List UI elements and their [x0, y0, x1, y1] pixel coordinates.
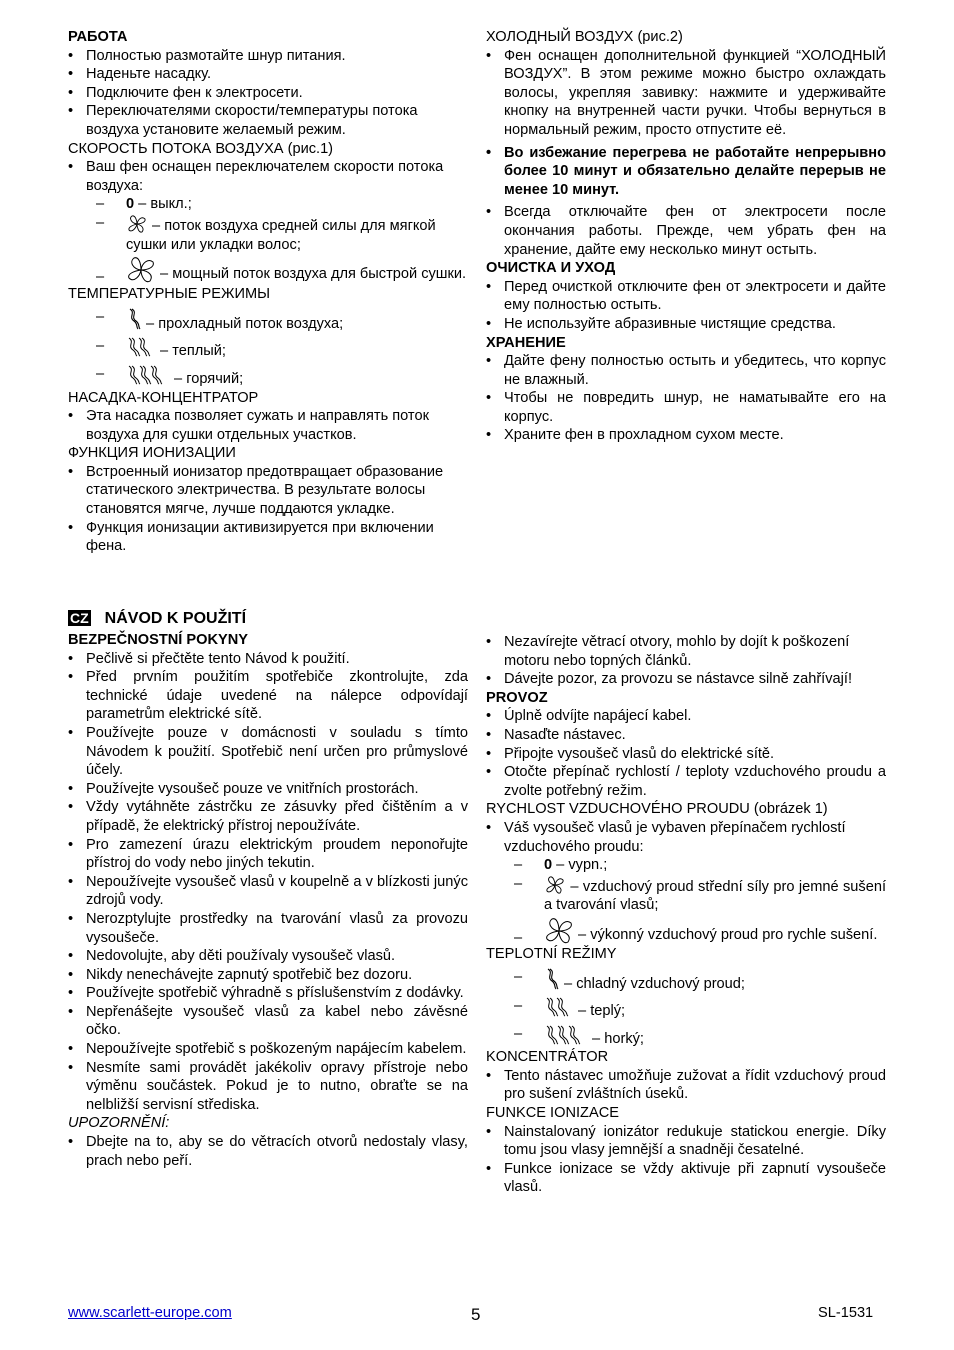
- list-item: • Dávejte pozor, za provozu se nástavce silně zahřívají!: [486, 670, 886, 689]
- list-item: • Nezavírejte větrací otvory, mohlo by dojít k poškození motoru nebo topných článků.: [486, 633, 886, 670]
- fan-low-icon: [126, 214, 148, 234]
- list-item: • Nerozptylujte prostředky na tvarování vlasů za provozu vysoušeče.: [68, 910, 468, 947]
- list-item: • Функция ионизации активизируется при включении фена.: [68, 519, 468, 556]
- cz-temp-warm: – – teplý;: [514, 998, 626, 1020]
- wave-1-icon: [544, 968, 560, 990]
- cz-conc-heading: KONCENTRÁTOR: [486, 1049, 609, 1066]
- ru-speed-off: – 0 – выкл.;: [96, 196, 192, 213]
- page-number: 5: [471, 1305, 481, 1324]
- list-item: • Фен оснащен дополнительной функцией “ХОЛОДНЫЙ ВОЗДУХ”. В этом режиме можно быстро охлаждать волосы, укрепляя завивку: нажмите и удерживайте кнопку на внутренней части ручки. Чтобы вернуться в нормальный режим, просто отпустите её.: [486, 47, 886, 140]
- list-item: • Úplně odvíjte napájecí kabel.: [486, 707, 886, 726]
- ru-clean-list: [486, 278, 886, 334]
- list-item: • Не используйте абразивные чистящие средства.: [486, 315, 886, 334]
- list-item: • Наденьте насадку.: [68, 65, 468, 84]
- cz-safety-heading: BEZPEČNOSTNÍ POKYNY: [68, 632, 249, 648]
- fan-high-icon: [544, 917, 574, 945]
- list-item: • Vždy vytáhněte zástrčku ze zásuvky před čištěním a v případě, že elektrický přístroj nepoužíváte.: [68, 798, 468, 835]
- ru-ion-list: [68, 463, 468, 556]
- ru-speed-mid: – – поток воздуха средней силы для мягкой сушки или укладки волос;: [96, 214, 436, 253]
- ru-temp-heading: ТЕМПЕРАТУРНЫЕ РЕЖИМЫ: [68, 286, 271, 303]
- cz-op-list: [486, 707, 886, 800]
- cz-op-heading: PROVOZ: [486, 689, 548, 706]
- cz-speed-heading: RYCHLOST VZDUCHOVÉHO PROUDU (obrázek 1): [486, 801, 828, 818]
- ru-work-heading: РАБОТА: [68, 29, 128, 45]
- ru-speed-list: [68, 158, 468, 195]
- cz-vent-list: [486, 633, 886, 689]
- ru-cold-list: [486, 47, 886, 260]
- list-item: • Всегда отключайте фен от электросети после окончания работы. Прежде, чем убрать фен на хранение, дайте ему несколько минут остыть.: [486, 203, 886, 259]
- cz-notice-list: [68, 1133, 468, 1170]
- list-item: • Pečlivě si přečtěte tento Návod k použití.: [68, 650, 468, 669]
- ru-nozzle-heading: НАСАДКА-КОНЦЕНТРАТОР: [68, 389, 259, 406]
- list-item: • Používejte vysoušeč pouze ve vnitřních prostorách.: [68, 780, 468, 799]
- cz-right-column: [486, 633, 886, 1197]
- list-item: • Подключите фен к электросети.: [68, 84, 468, 103]
- list-item: • Эта насадка позволяет сужать и направлять поток воздуха для сушки отдельных участков.: [68, 407, 468, 444]
- wave-3-icon: [126, 365, 170, 385]
- list-item: • Дайте фену полностью остыть и убедитесь, что корпус не влажный.: [486, 352, 886, 389]
- ru-cold-heading: ХОЛОДНЫЙ ВОЗДУХ (рис.2): [486, 29, 683, 45]
- list-item: • Používejte pouze v domácnosti v souladu s tímto Návodem k použití. Spotřebič není určen pro průmyslové účely.: [68, 724, 468, 780]
- fan-low-icon: [544, 875, 566, 895]
- ru-speed-high: – – мощный поток воздуха для быстрой сушки.: [68, 256, 468, 284]
- cz-title-text: NÁVOD K POUŽITÍ: [104, 610, 247, 627]
- cz-ion-list: [486, 1123, 886, 1197]
- ru-temp-cool: – – прохладный поток воздуха;: [96, 308, 344, 332]
- cz-conc-list: [486, 1067, 886, 1104]
- cz-safety-list: [68, 650, 468, 1115]
- cz-speed-mid: – – vzduchový proud střední síly pro jemné sušení a tvarování vlasů;: [514, 875, 886, 914]
- list-item: • Nepoužívejte vysoušeč vlasů v koupelně a v blízkosti junýc zdrojů vody.: [68, 873, 468, 910]
- cz-speed-off: – 0 – vypn.;: [514, 857, 608, 874]
- model-number: SL-1531: [818, 1305, 874, 1321]
- wave-2-icon: [126, 337, 156, 357]
- cz-speed-list: [486, 819, 886, 856]
- ru-storage-heading: ХРАНЕНИЕ: [486, 334, 566, 351]
- ru-storage-list: [486, 352, 886, 445]
- list-item: • Používejte spotřebič výhradně s příslušenstvím z dodávky.: [68, 984, 468, 1003]
- list-item: • Nepřenášejte vysoušeč vlasů za kabel nebo závěsné očko.: [68, 1003, 468, 1040]
- cz-notice-heading: UPOZORNĚNÍ:: [68, 1115, 170, 1132]
- list-item: • Tento nástavec umožňuje zužovat a řídit vzduchový proud pro sušení zvláštních úseků.: [486, 1067, 886, 1104]
- ru-left-column: [68, 28, 468, 556]
- list-item: • Otočte přepínač rychlostí / teploty vzduchového proudu a zvolte potřebný režim.: [486, 763, 886, 800]
- ru-ion-heading: ФУНКЦИЯ ИОНИЗАЦИИ: [68, 445, 236, 462]
- list-item: • Nepoužívejte spotřebič s poškozeným napájecím kabelem.: [68, 1040, 468, 1059]
- list-item: • Ваш фен оснащен переключателем скорости потока воздуха:: [68, 158, 468, 195]
- ru-right-column: [486, 28, 886, 445]
- cz-ion-heading: FUNKCE IONIZACE: [486, 1105, 619, 1122]
- ru-nozzle-list: [68, 407, 468, 444]
- ru-temp-hot: – – горячий;: [96, 365, 244, 387]
- wave-3-icon: [544, 1025, 588, 1045]
- cz-temp-hot: – – horký;: [514, 1025, 644, 1047]
- list-item: • Переключателями скорости/температуры потока воздуха установите желаемый режим.: [68, 102, 468, 139]
- list-item: • Встроенный ионизатор предотвращает образование статического электричества. В результате волосы становятся мягче, лучше поддаются укладке.: [68, 463, 468, 519]
- list-item: • Dbejte na to, aby se do větracích otvorů nedostaly vlasy, prach nebo peří.: [68, 1133, 468, 1170]
- list-item: • Чтобы не повредить шнур, не наматывайте его на корпус.: [486, 389, 886, 426]
- list-item: • Nikdy nenechávejte zapnutý spotřebič bez dozoru.: [68, 966, 468, 985]
- cz-temp-cool: – – chladný vzduchový proud;: [514, 968, 745, 992]
- list-item: • Во избежание перегрева не работайте непрерывно более 10 минут и обязательно делайте перерыв не менее 10 минут.: [486, 144, 886, 200]
- list-item: • Funkce ionizace se vždy aktivuje při zapnutí vysoušeče vlasů.: [486, 1160, 886, 1197]
- list-item: • Připojte vysoušeč vlasů do elektrické sítě.: [486, 745, 886, 764]
- list-item: • Nasaďte nástavec.: [486, 726, 886, 745]
- cz-left-column: [68, 631, 468, 1170]
- list-item: • Храните фен в прохладном сухом месте.: [486, 426, 886, 445]
- footer-website-link[interactable]: www.scarlett-europe.com: [68, 1305, 232, 1321]
- cz-temp-heading: TEPLOTNÍ REŽIMY: [486, 945, 617, 962]
- list-item: • Pro zamezení úrazu elektrickým proudem neponořujte přístroj do vody nebo jiných tekutin.: [68, 836, 468, 873]
- cz-language-badge: CZ: [70, 610, 89, 626]
- list-item: • Před prvním použitím spotřebiče zkontrolujte, zda technické údaje uvedené na nálepce odpovídají parametrům elektrické sítě.: [68, 668, 468, 724]
- wave-2-icon: [544, 997, 574, 1017]
- list-item: • Полностью размотайте шнур питания.: [68, 47, 468, 66]
- ru-work-list: [68, 47, 468, 140]
- wave-1-icon: [126, 308, 142, 330]
- cz-section-title: [68, 610, 246, 629]
- list-item: • Nedovolujte, aby děti používaly vysoušeč vlasů.: [68, 947, 468, 966]
- list-item: • Váš vysoušeč vlasů je vybaven přepínačem rychlostí vzduchového proudu:: [486, 819, 886, 856]
- fan-high-icon: [126, 256, 156, 284]
- list-item: • Nesmíte sami provádět jakékoliv opravy přístroje nebo výměnu součástek. Pokud je to nutno, obraťte se na nelbližší servisní střediska.: [68, 1059, 468, 1115]
- list-item: • Nainstalovaný ionizátor redukuje statickou energie. Díky tomu jsou vlasy jemnější a snadněji česatelné.: [486, 1123, 886, 1160]
- cz-speed-high: – – výkonný vzduchový proud pro rychle sušení.: [486, 917, 886, 945]
- ru-temp-warm: – – теплый;: [96, 338, 226, 360]
- ru-clean-heading: ОЧИСТКА И УХОД: [486, 260, 616, 277]
- ru-speed-heading: СКОРОСТЬ ПОТОКА ВОЗДУХА (рис.1): [68, 140, 334, 157]
- list-item: • Перед очисткой отключите фен от электросети и дайте ему полностью остыть.: [486, 278, 886, 315]
